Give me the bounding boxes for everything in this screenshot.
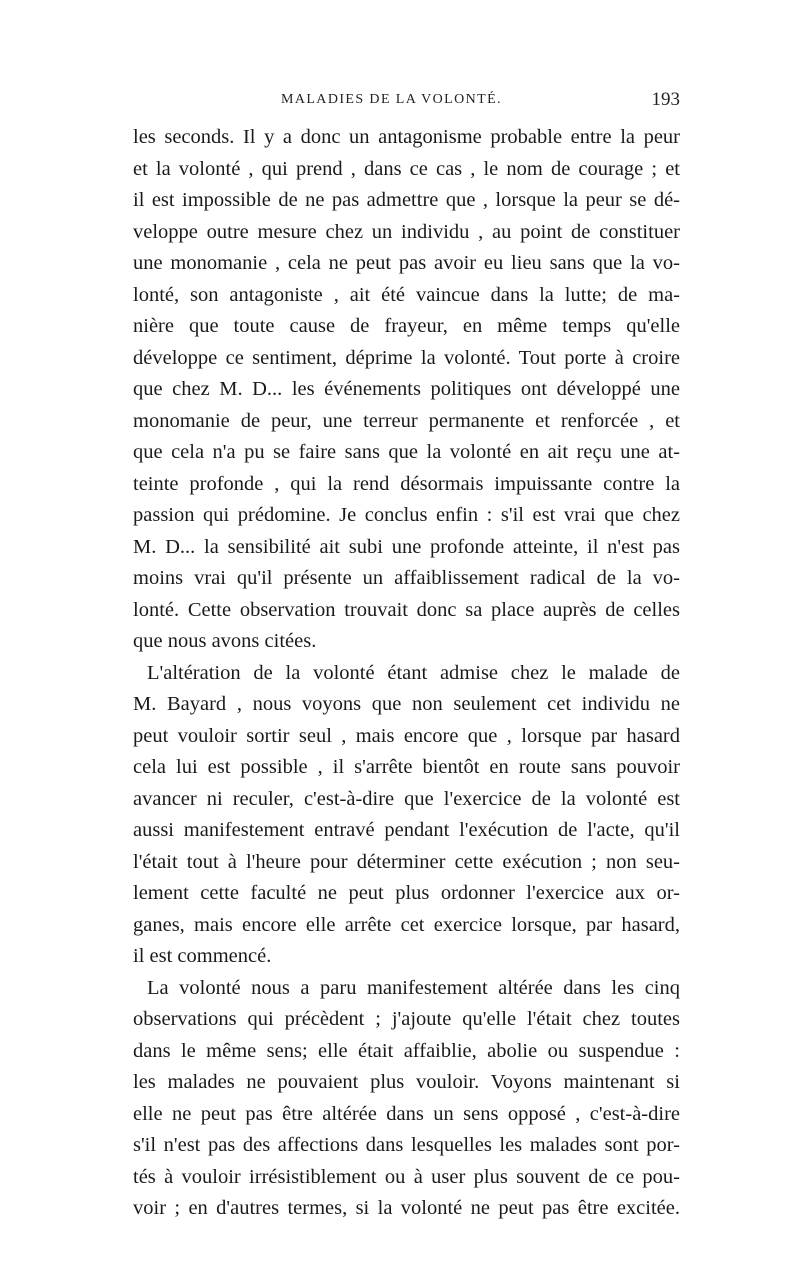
text-line: et la volonté , qui prend , dans ce cas , le nom de courage ; et: [133, 157, 680, 180]
text-line: développe ce sentiment, déprime la volonté. Tout porte à croire: [133, 346, 680, 369]
text-line: M. D... la sensibilité ait subi une profonde atteinte, il n'est pas: [133, 535, 680, 558]
text-line: monomanie de peur, une terreur permanente et renforcée , et: [133, 409, 680, 432]
text-line: les malades ne pouvaient plus vouloir. Voyons maintenant si: [133, 1071, 680, 1093]
body-text: [133, 122, 680, 1225]
paragraph-1: [133, 122, 680, 658]
text-line: une monomanie , cela ne peut pas avoir eu lieu sans que la vo-: [133, 252, 680, 274]
text-line: il est impossible de ne pas admettre que , lorsque la peur se dé-: [133, 189, 680, 211]
text-line: L'altération de la volonté étant admise chez le malade de: [147, 661, 680, 684]
text-line: passion qui prédomine. Je conclus enfin : s'il est vrai que chez: [133, 504, 680, 526]
text-line: que chez M. D... les événements politiques ont développé une: [133, 378, 680, 400]
page-header: [133, 88, 680, 122]
text-line: voir ; en d'autres termes, si la volonté ne peut pas être excitée.: [133, 1197, 680, 1219]
text-line: lement cette faculté ne peut plus ordonner l'exercice aux or-: [133, 882, 680, 904]
text-line: les seconds. Il y a donc un antagonisme probable entre la peur: [133, 126, 680, 148]
page-number: 193: [651, 89, 680, 110]
text-line: que cela n'a pu se faire sans que la volonté en ait reçu une at-: [133, 441, 680, 463]
text-line: avancer ni reculer, c'est-à-dire que l'exercice de la volonté est: [133, 787, 680, 810]
text-line: aussi manifestement entravé pendant l'exécution de l'acte, qu'il: [133, 819, 680, 841]
text-line: lonté, son antagoniste , ait été vaincue dans la lutte; de ma-: [133, 283, 680, 306]
text-line: La volonté nous a paru manifestement altérée dans les cinq: [147, 976, 680, 999]
text-line: ganes, mais encore elle arrête cet exercice lorsque, par hasard,: [133, 913, 680, 936]
text-line: il est commencé.: [133, 945, 272, 967]
text-line: moins vrai qu'il présente un affaiblissement radical de la vo-: [133, 567, 680, 589]
text-line: peut vouloir sortir seul , mais encore que , lorsque par hasard: [133, 724, 680, 747]
text-line: lonté. Cette observation trouvait donc sa place auprès de celles: [133, 598, 680, 621]
text-line: nière que toute cause de frayeur, en même temps qu'elle: [133, 315, 680, 337]
text-line: cela lui est possible , il s'arrête bientôt en route sans pouvoir: [133, 756, 680, 778]
text-line: M. Bayard , nous voyons que non seulement cet individu ne: [133, 693, 680, 715]
paragraph-3: [133, 973, 680, 1225]
book-page: [133, 88, 680, 1225]
text-line: que nous avons citées.: [133, 630, 317, 652]
text-line: dans le même sens; elle était affaiblie, abolie ou suspendue :: [133, 1039, 680, 1062]
running-title: MALADIES DE LA VOLONTÉ.: [281, 92, 502, 107]
text-line: observations qui précèdent ; j'ajoute qu'elle l'était chez toutes: [133, 1008, 680, 1030]
text-line: s'il n'est pas des affections dans lesquelles les malades sont por-: [133, 1134, 680, 1156]
text-line: teinte profonde , qui la rend désormais impuissante contre la: [133, 472, 680, 495]
paragraph-2: [133, 658, 680, 973]
text-line: veloppe outre mesure chez un individu , au point de constituer: [133, 220, 680, 243]
text-line: tés à vouloir irrésistiblement ou à user plus souvent de ce pou-: [133, 1165, 680, 1188]
text-line: elle ne peut pas être altérée dans un sens opposé , c'est-à-dire: [133, 1102, 680, 1125]
text-line: l'était tout à l'heure pour déterminer cette exécution ; non seu-: [133, 850, 680, 873]
